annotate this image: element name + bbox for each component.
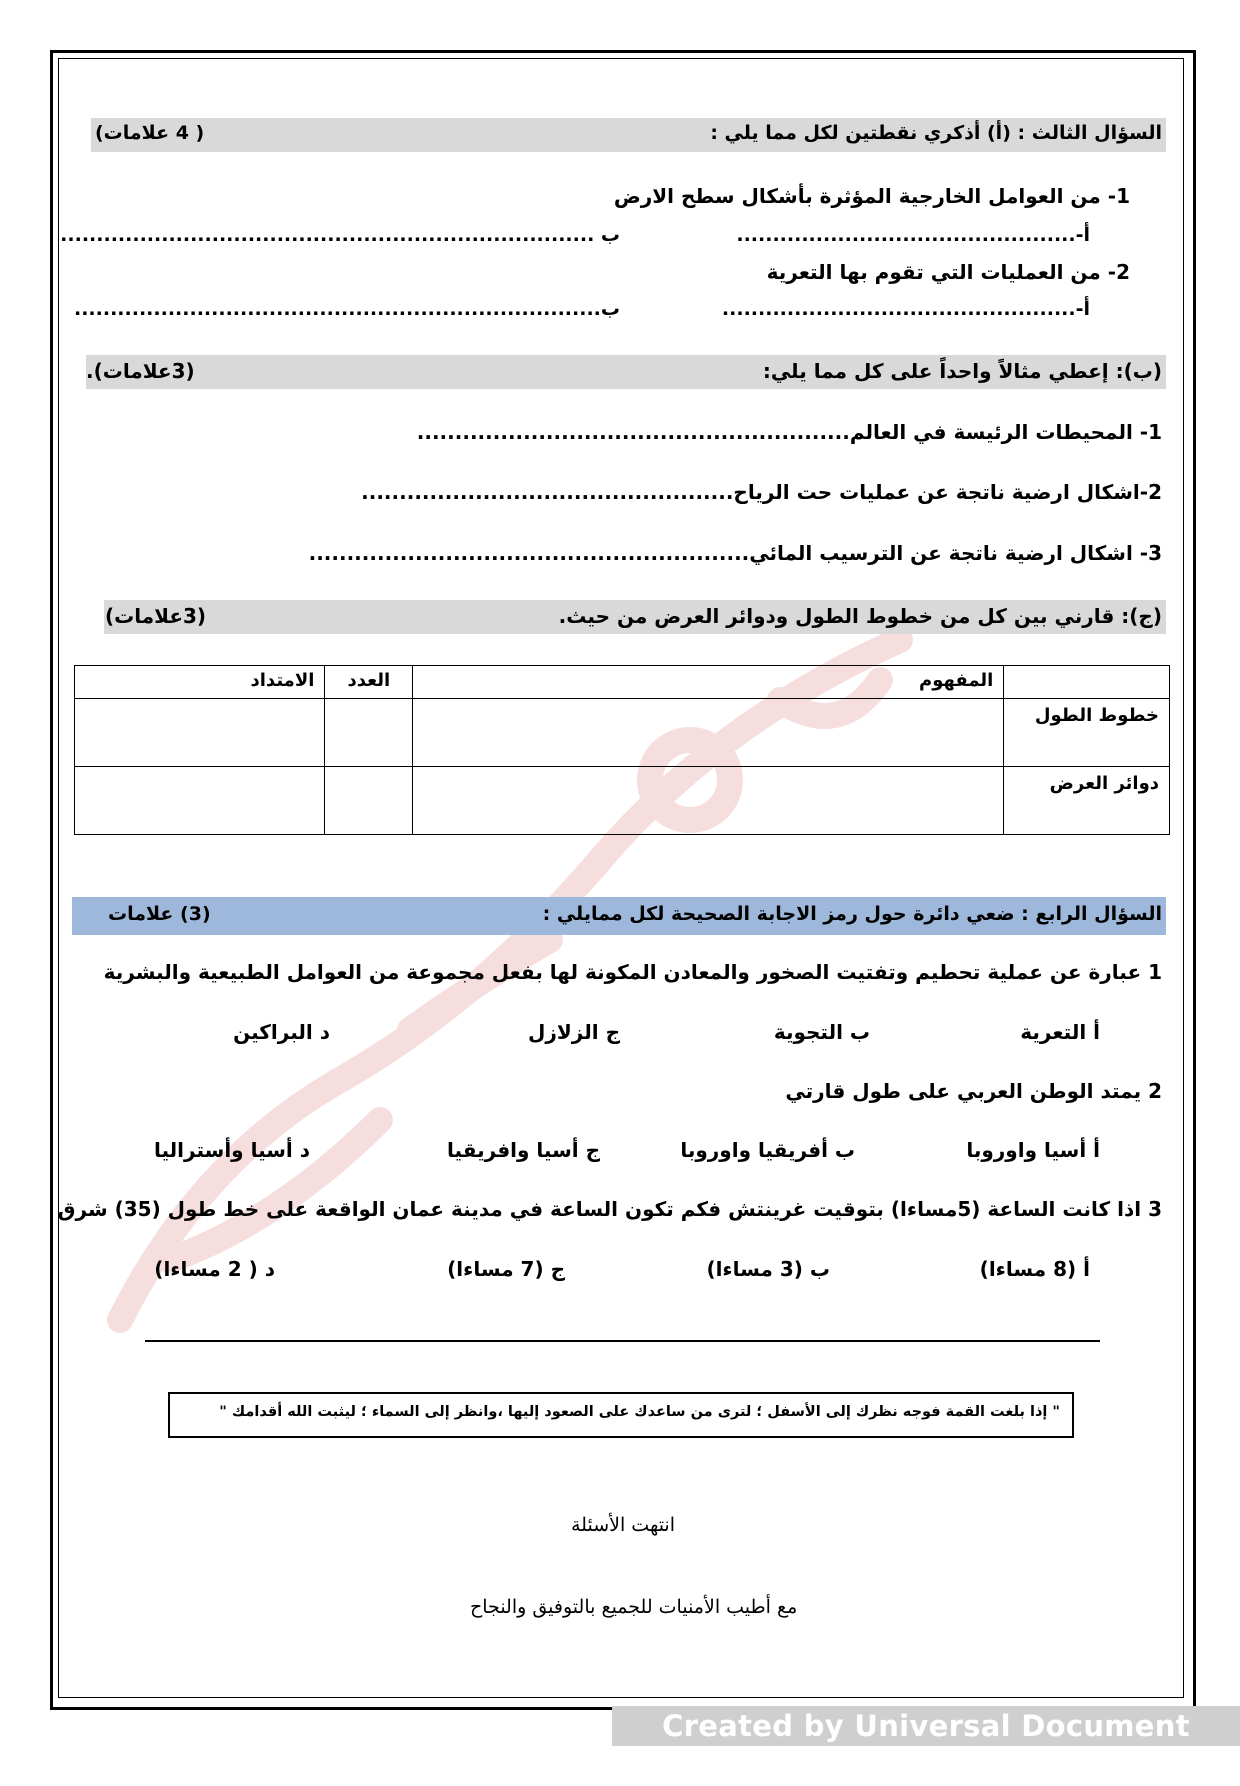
q3-item2: 2- من العمليات التي تقوم بها التعرية — [766, 260, 1130, 284]
q4-q2-option-c[interactable]: ج أسيا وافريقيا — [447, 1138, 600, 1162]
table-header-extent: الامتداد — [75, 666, 325, 699]
q4-q1-option-d[interactable]: د البراكين — [233, 1020, 330, 1044]
q4-q3-option-c[interactable]: ج (7 مساءا) — [447, 1257, 565, 1281]
q3-part-b-marks: (3علامات). — [86, 359, 195, 383]
table-header-empty — [1004, 666, 1170, 699]
q4-q1-option-a[interactable]: أ التعرية — [1020, 1020, 1100, 1044]
q3-item2-blank-b: ب......................................................................... — [74, 298, 620, 320]
q3-b3: 3- اشكال ارضية ناتجة عن الترسيب المائي.......................................................... — [308, 541, 1162, 565]
table-cell[interactable] — [413, 699, 1004, 767]
q4-q3-option-d[interactable]: د ( 2 مساءا) — [154, 1257, 275, 1281]
q3-part-c-marks: (3علامات) — [105, 604, 207, 628]
section-divider — [145, 1340, 1100, 1342]
q4-q2-option-d[interactable]: د أسيا وأستراليا — [154, 1138, 310, 1162]
table-header-row — [75, 666, 1170, 699]
q3-marks: ( 4 علامات) — [95, 122, 205, 144]
table-cell[interactable] — [325, 699, 413, 767]
q4-marks: (3) علامات — [108, 903, 211, 925]
table-row — [75, 699, 1170, 767]
q4-q2-option-b[interactable]: ب أفريقيا واوروبا — [680, 1138, 855, 1162]
q4-question-3: 3 اذا كانت الساعة (5مساءا) بتوقيت غرينتش فكم تكون الساعة في مدينة عمان الواقعة على خط طول (35) شرق — [57, 1197, 1162, 1221]
table-header-count: العدد — [325, 666, 413, 699]
q4-q1-option-c[interactable]: ج الزلازل — [528, 1020, 620, 1044]
q4-q1-option-b[interactable]: ب التجوية — [773, 1020, 870, 1044]
comparison-table — [74, 665, 1170, 835]
table-cell[interactable] — [75, 699, 325, 767]
table-cell[interactable] — [325, 767, 413, 835]
q3-part-c-heading: (ج): قارني بين كل من خطوط الطول ودوائر العرض من حيث. — [558, 604, 1162, 628]
q3-item2-blank-a: أ-................................................. — [721, 298, 1090, 320]
q4-q3-option-b[interactable]: ب (3 مساءا) — [706, 1257, 830, 1281]
q4-q3-option-a[interactable]: أ (8 مساءا) — [979, 1257, 1090, 1281]
q3-part-b-heading: (ب): إعطي مثالاً واحداً على كل مما يلي: — [762, 359, 1162, 383]
q4-heading: السؤال الرابع : ضعي دائرة حول رمز الاجابة الصحيحة لكل ممايلي : — [542, 903, 1162, 925]
table-header-concept: المفهوم — [413, 666, 1004, 699]
closing-good-wishes: مع أطيب الأمنيات للجميع بالتوفيق والنجاح — [470, 1596, 798, 1618]
q4-q2-option-a[interactable]: أ أسيا واوروبا — [966, 1138, 1100, 1162]
q3-item1-blank-a: أ-............................................... — [736, 224, 1090, 246]
footer-converter-text: Created by Universal Document Converter — [662, 1709, 1190, 1783]
q3-b2: 2-اشكال ارضية ناتجة عن عمليات حت الرياح................................................. — [361, 480, 1162, 504]
quote-text: " إذا بلغت القمة فوجه نظرك إلى الأسفل ؛ لترى من ساعدك على الصعود إليها ،وانظر إلى السماء ؛ ليثبت الله أقدامك " — [219, 1404, 1060, 1420]
table-cell[interactable] — [413, 767, 1004, 835]
table-row-label-longitude: خطوط الطول — [1004, 699, 1170, 767]
q4-question-2: 2 يمتد الوطن العربي على طول قارتي — [785, 1079, 1162, 1103]
q4-question-1: 1 عبارة عن عملية تحطيم وتفتيت الصخور والمعادن المكونة لها بفعل مجموعة من العوامل الطبيعية والبشرية — [103, 960, 1162, 984]
table-cell[interactable] — [75, 767, 325, 835]
q3-b1: 1- المحيطات الرئيسة في العالم......................................................... — [416, 420, 1162, 444]
table-row-label-latitude: دوائر العرض — [1004, 767, 1170, 835]
closing-end-of-questions: انتهت الأسئلة — [571, 1514, 675, 1536]
q3-item1: 1- من العوامل الخارجية المؤثرة بأشكال سطح الارض — [613, 184, 1130, 208]
q3-item1-blank-b: ب .......................................................................... — [60, 224, 620, 246]
table-row — [75, 767, 1170, 835]
q3-heading: السؤال الثالث : (أ) أذكري نقطتين لكل مما يلي : — [710, 122, 1162, 144]
